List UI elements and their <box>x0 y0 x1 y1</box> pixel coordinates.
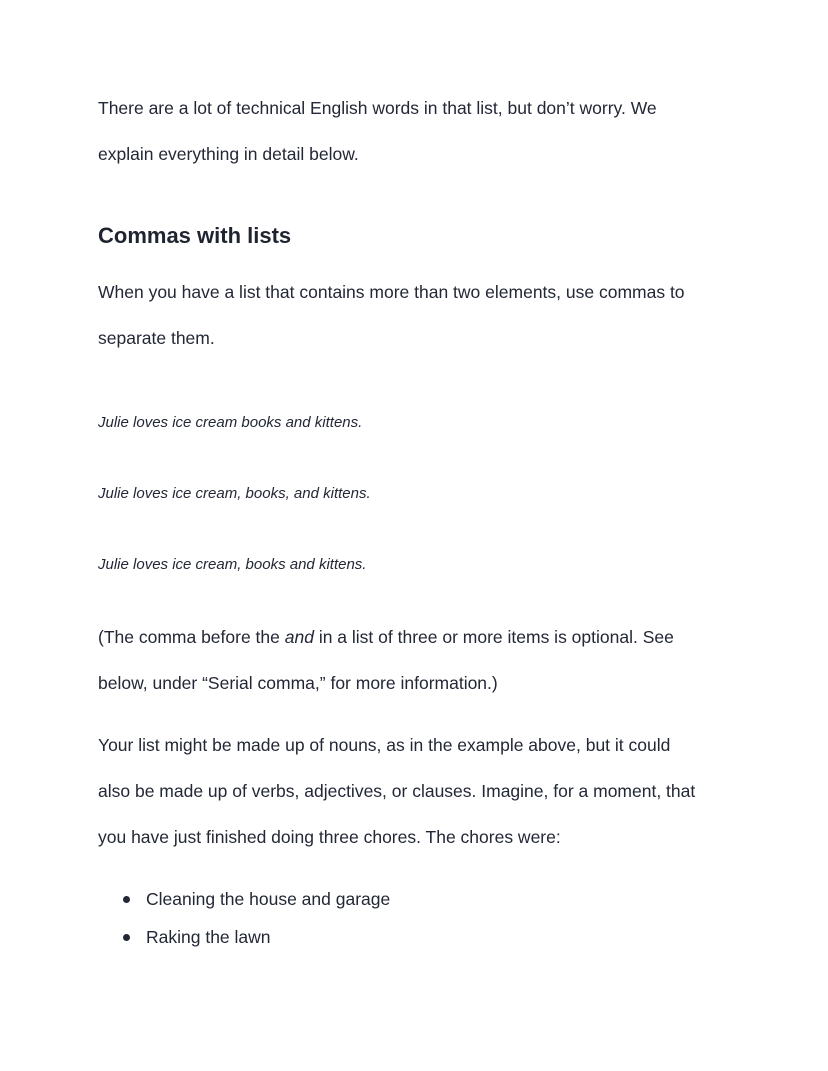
text-line: Your list might be made up of nouns, as in the example above, but it could <box>98 735 671 755</box>
example-sentence: Julie loves ice cream books and kittens. <box>98 414 363 431</box>
bullet-icon <box>123 896 130 903</box>
section-heading: Commas with lists <box>98 223 292 248</box>
text-line: explain everything in detail below. <box>98 144 359 164</box>
text-line <box>98 614 778 660</box>
example-sentence: Julie loves ice cream, books, and kittens. <box>98 485 371 502</box>
list-item <box>98 918 390 956</box>
text-line: separate them. <box>98 328 215 348</box>
list-item-text: Cleaning the house and garage <box>146 889 391 909</box>
text-line: When you have a list that contains more than two elements, use commas to <box>98 282 685 302</box>
text-line: below, under “Serial comma,” for more information.) <box>98 673 498 693</box>
list-types-paragraph <box>98 722 778 860</box>
text-line: also be made up of verbs, adjectives, or clauses. Imagine, for a moment, that <box>98 781 696 801</box>
emphasis-and: and <box>284 627 314 647</box>
intro-paragraph <box>98 85 778 177</box>
note-text: (The comma before the <box>98 627 285 647</box>
chores-list <box>98 880 390 956</box>
commas-lists-paragraph <box>98 269 778 361</box>
list-item-text: Raking the lawn <box>146 927 271 947</box>
optional-comma-note <box>98 614 778 706</box>
bullet-icon <box>123 934 130 941</box>
list-item <box>98 880 390 918</box>
example-sentence: Julie loves ice cream, books and kittens. <box>98 556 367 573</box>
text-line: There are a lot of technical English words in that list, but don’t worry. We <box>98 98 657 118</box>
text-line: you have just finished doing three chores. The chores were: <box>98 827 561 847</box>
note-text: in a list of three or more items is optional. See <box>313 627 674 647</box>
